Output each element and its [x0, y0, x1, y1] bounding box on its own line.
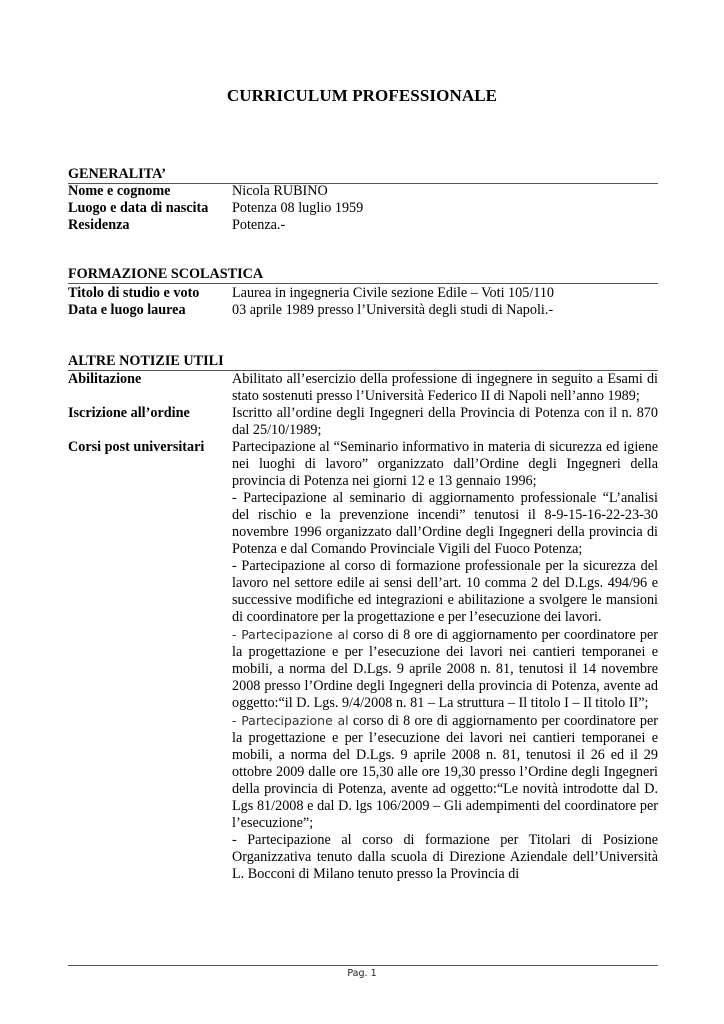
- corso-text: corso di 8 ore di aggiornamento per coordinatore per la progettazione e per l’esecuzione dei lavori nei cantieri temporanei e mobili, a norma del D.Lgs. 9 aprile 2008 n. 81, tenutosi il 14 novembre 2008 presso l’Ordine degli Ingegneri della provincia di Potenza, avente ad oggetto:“il D. Lgs. 9/4/2008 n. 81 – La struttura – Il titolo I – Il titolo II”;: [232, 627, 658, 711]
- row-value: Potenza.-: [232, 217, 286, 233]
- row-value: Nicola RUBINO: [232, 183, 328, 199]
- info-row: [68, 371, 658, 405]
- info-row: [68, 439, 658, 883]
- generalita-table: [68, 183, 658, 234]
- info-row: [68, 200, 658, 217]
- section-heading-altre-notizie: ALTRE NOTIZIE UTILI: [68, 353, 658, 371]
- corso-paragraph: - Partecipazione al seminario di aggiornamento professionale “L’analisi del rischio e la prevenzione incendi” tenutosi il 8-9-15-16-22-23-30 novembre 1996 organizzato dall’Ordine degli Ingegneri della provincia di Potenza e dal Comando Provinciale Vigili del Fuoco Potenza;: [232, 490, 658, 557]
- row-label: Corsi post universitari: [68, 439, 205, 455]
- row-label: Luogo e data di nascita: [68, 200, 209, 216]
- row-label: Nome e cognome: [68, 183, 171, 199]
- corso-paragraph: [232, 712, 658, 832]
- corsi-list: [232, 439, 658, 883]
- corso-paragraph: [232, 626, 658, 712]
- corso-paragraph: - Partecipazione al corso di formazione per Titolari di Posizione Organizzativa tenuto dalla scuola di Direzione Aziendale dell’Università L. Bocconi di Milano tenuto presso la Provincia di: [232, 832, 658, 882]
- info-row: [68, 217, 658, 234]
- row-value: Potenza 08 luglio 1959: [232, 200, 364, 216]
- corso-lead: - Partecipazione al: [232, 713, 349, 728]
- row-value: 03 aprile 1989 presso l’Università degli studi di Napoli.-: [232, 302, 554, 318]
- corso-lead: - Partecipazione al: [232, 627, 349, 642]
- footer-divider: [68, 965, 658, 966]
- row-label: Abilitazione: [68, 371, 142, 387]
- row-value: Iscritto all’ordine degli Ingegneri della Provincia di Potenza con il n. 870 dal 25/10/1989;: [232, 405, 658, 438]
- row-value: Laurea in ingegneria Civile sezione Edile – Voti 105/110: [232, 285, 555, 301]
- page-number: Pag. 1: [347, 968, 377, 979]
- row-value: Abilitato all’esercizio della professione di ingegnere in seguito a Esami di stato sostenuti presso l’Università Federico II di Napoli nell’anno 1989;: [232, 371, 658, 404]
- row-label: Iscrizione all’ordine: [68, 405, 190, 421]
- formazione-table: [68, 285, 658, 319]
- section-heading-generalita: GENERALITA’: [68, 166, 658, 184]
- row-label: Residenza: [68, 217, 130, 233]
- info-row: [68, 183, 658, 200]
- document-title: CURRICULUM PROFESSIONALE: [226, 86, 498, 105]
- row-label: Titolo di studio e voto: [68, 285, 200, 301]
- corso-paragraph: Partecipazione al “Seminario informativo in materia di sicurezza ed igiene nei luoghi di lavoro” organizzato dall’Ordine degli Ingegneri della provincia di Potenza nei giorni 12 e 13 gennaio 1996;: [232, 439, 658, 489]
- altre-notizie-table: [68, 371, 658, 883]
- corso-text: corso di 8 ore di aggiornamento per coordinatore per la progettazione e per l’esecuzione dei lavori nei cantieri temporanei e mobili, a norma del D.Lgs. 9 aprile 2008 n. 81, tenutosi il 26 ed il 29 ottobre 2009 dalle ore 15,30 alle ore 19,30 presso l’Ordine degli Ingegneri della provincia di Potenza, avente ad oggetto:“Le novità introdotte dal D. Lgs 81/2008 e dal D. lgs 106/2009 – Gli adempimenti del coordinatore per l’esecuzione”;: [232, 713, 658, 831]
- info-row: [68, 405, 658, 439]
- row-label: Data e luogo laurea: [68, 302, 186, 318]
- section-heading-formazione: FORMAZIONE SCOLASTICA: [68, 266, 658, 284]
- info-row: [68, 285, 658, 302]
- info-row: [68, 302, 658, 319]
- corso-paragraph: - Partecipazione al corso di formazione professionale per la sicurezza del lavoro nel settore edile ai sensi dell’art. 10 comma 2 del D.Lgs. 494/96 e successive modifiche ed integrazioni e abilitazione a svolgere le mansioni di coordinatore per la progettazione e per l’esecuzione dei lavori.: [232, 558, 658, 625]
